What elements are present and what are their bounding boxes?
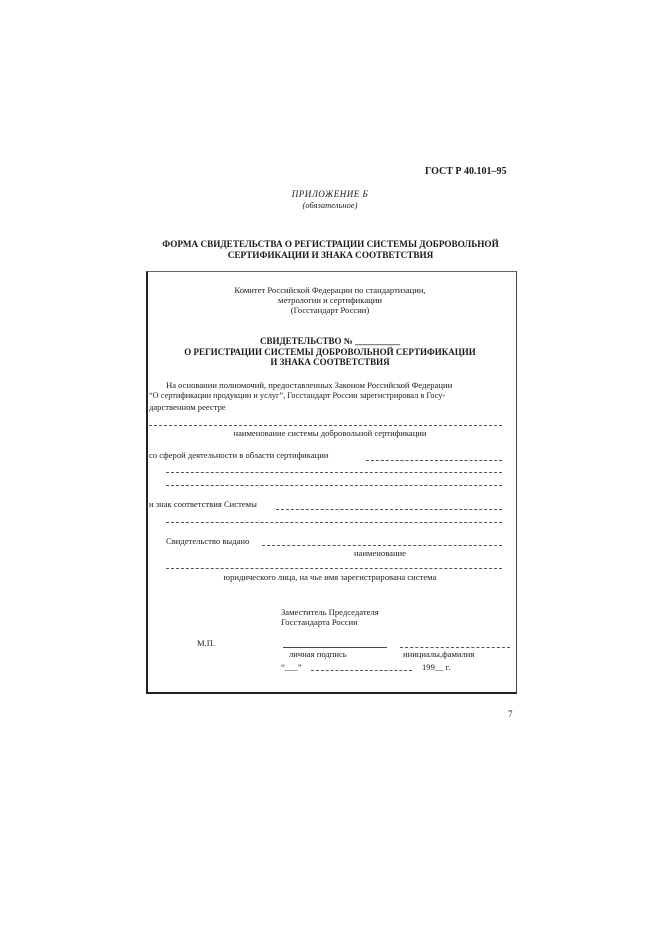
- signatory-line1: Заместитель Председателя: [281, 607, 379, 617]
- cert-title-line2: О РЕГИСТРАЦИИ СИСТЕМЫ ДОБРОВОЛЬНОЙ СЕРТИФИКАЦИИ: [184, 347, 476, 357]
- system-name-field[interactable]: [149, 425, 502, 426]
- initials-caption: инициалы,фамилия: [403, 649, 475, 659]
- body-line3: дарственном реестре: [149, 402, 226, 412]
- scope-field-3[interactable]: [166, 485, 502, 486]
- mark-field-1[interactable]: [276, 509, 502, 510]
- issued-to-label: Свидетельство выдано: [166, 536, 250, 546]
- system-name-caption: наименование системы добровольной сертификации: [233, 428, 427, 438]
- appendix-title: ПРИЛОЖЕНИЕ Б: [291, 189, 369, 199]
- form-title-line1: ФОРМА СВИДЕТЕЛЬСТВА О РЕГИСТРАЦИИ СИСТЕМЫ ДОБРОВОЛЬНОЙ: [162, 239, 499, 249]
- date-year[interactable]: 199__ г.: [422, 662, 451, 672]
- date-day[interactable]: “___”: [281, 662, 302, 672]
- date-month-field[interactable]: [311, 670, 412, 671]
- cert-title-line3: И ЗНАКА СООТВЕТСТВИЯ: [270, 357, 390, 367]
- issued-to-field-2[interactable]: [166, 568, 502, 569]
- appendix-status: (обязательное): [302, 200, 358, 210]
- body-line1: На основании полномочий, предоставленных Законом Российской Федерации: [166, 380, 453, 390]
- page-number: 7: [508, 709, 513, 719]
- issuer-line2: метрологии и сертификации: [278, 295, 382, 305]
- initials-field[interactable]: [400, 647, 510, 648]
- standard-code: ГОСТ Р 40.101–95: [425, 166, 507, 177]
- mark-field-2[interactable]: [166, 522, 502, 523]
- scope-field-2[interactable]: [166, 472, 502, 473]
- body-line2: “О сертификации продукции и услуг”, Госстандарт России зарегистрировал в Госу-: [149, 391, 446, 400]
- issued-to-caption2: юридического лица, на чье имя зарегистрирована система: [223, 572, 437, 582]
- form-title-line2: СЕРТИФИКАЦИИ И ЗНАКА СООТВЕТСТВИЯ: [227, 250, 434, 260]
- signature-caption: личная подпись: [289, 649, 347, 659]
- issued-to-caption1: наименование: [354, 548, 406, 558]
- seal-label: М.П.: [197, 638, 216, 648]
- scope-label: со сферой деятельности в области сертификации: [149, 450, 329, 460]
- signature-field[interactable]: [283, 647, 387, 648]
- issuer-line3: (Госстандарт России): [290, 305, 370, 315]
- mark-label: и знак соответствия Системы: [149, 499, 257, 509]
- certificate-frame: [146, 271, 517, 694]
- cert-number-title: СВИДЕТЕЛЬСТВО № __________: [259, 336, 401, 346]
- scope-field-1[interactable]: [366, 460, 502, 461]
- signatory-line2: Госстандарта России: [281, 617, 358, 627]
- issuer-line1: Комитет Российской Федерации по стандартизации,: [234, 285, 426, 295]
- issued-to-field[interactable]: [262, 545, 502, 546]
